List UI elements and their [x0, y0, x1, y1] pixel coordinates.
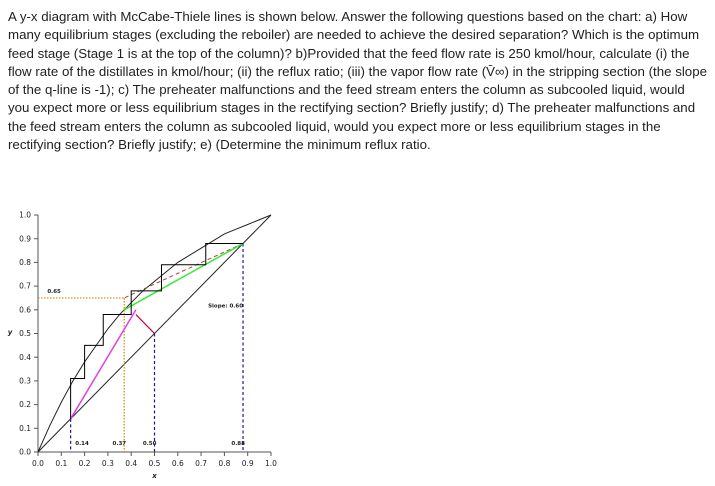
- x-tick-label: 0.8: [218, 459, 231, 468]
- x-tick-label: 0.0: [32, 459, 44, 468]
- chart-annotation: 0.37: [112, 440, 127, 447]
- x-tick-label: 0.7: [195, 459, 208, 468]
- x-tick-label: 0.2: [78, 459, 91, 468]
- x-tick-label: 0.5: [148, 459, 161, 468]
- y-axis-label: y: [7, 328, 13, 337]
- chart-annotation: 0.14: [75, 440, 89, 447]
- chart-annotation: 0.50: [142, 440, 157, 447]
- y-tick-label: 0.8: [19, 258, 31, 267]
- x-tick-label: 0.6: [171, 459, 184, 468]
- chart-annotation: 0.88: [231, 440, 245, 447]
- y-tick-label: 0.5: [19, 329, 31, 339]
- rectifying-operating-line: [124, 243, 243, 309]
- y-tick-label: 0.0: [19, 447, 31, 457]
- y-tick-label: 0.7: [19, 281, 31, 291]
- q-line: [136, 315, 155, 334]
- y-tick-label: 0.1: [19, 423, 31, 433]
- y-tick-label: 0.6: [19, 305, 31, 315]
- x-axis-label: x: [152, 472, 157, 480]
- x-tick-label: 0.4: [125, 459, 138, 468]
- x-tick-label: 0.3: [101, 459, 114, 468]
- y-tick-label: 0.4: [19, 352, 31, 362]
- x-tick-label: 0.9: [241, 459, 254, 468]
- mccabe-thiele-chart: [0, 200, 300, 486]
- x-tick-label: 1.0: [265, 459, 277, 468]
- x-tick-label: 0.1: [55, 459, 68, 468]
- chart-annotation: 0.65: [47, 289, 61, 296]
- y-tick-label: 1.0: [19, 210, 31, 220]
- question-text: A y-x diagram with McCabe-Thiele lines is shown below. Answer the following questions based on the chart: a) How many equilibrium stages (excluding the reboiler) are needed to achieve the desired separation? Which is the optimum feed stage (Stage 1 is at the top of the column)? b)Provided that the feed flow rate is 250 kmol/hour, calculate (i) the flow rate of the distillates in kmol/hour; (ii) the reflux ratio; (iii) the vapor flow rate (V̄∞) in the stripping section (the slope of the q-line is -1); c) The preheater malfunctions and the feed stream enters the column as subcooled liquid, would you expect more or less equilibrium stages in the rectifying section? Briefly justify; d) The preheater malfunctions and the feed stream enters the column as subcooled liquid, would you expect more or less equilibrium stages in the rectifying section? Briefly justify; e) (Determine the minimum reflux ratio.: [8, 9, 707, 153]
- min-reflux-line: [124, 243, 243, 298]
- y-tick-label: 0.2: [19, 400, 31, 410]
- y-tick-label: 0.9: [19, 234, 31, 244]
- chart-annotation: Slope: 0.60: [208, 303, 244, 310]
- y-tick-label: 0.3: [19, 376, 31, 386]
